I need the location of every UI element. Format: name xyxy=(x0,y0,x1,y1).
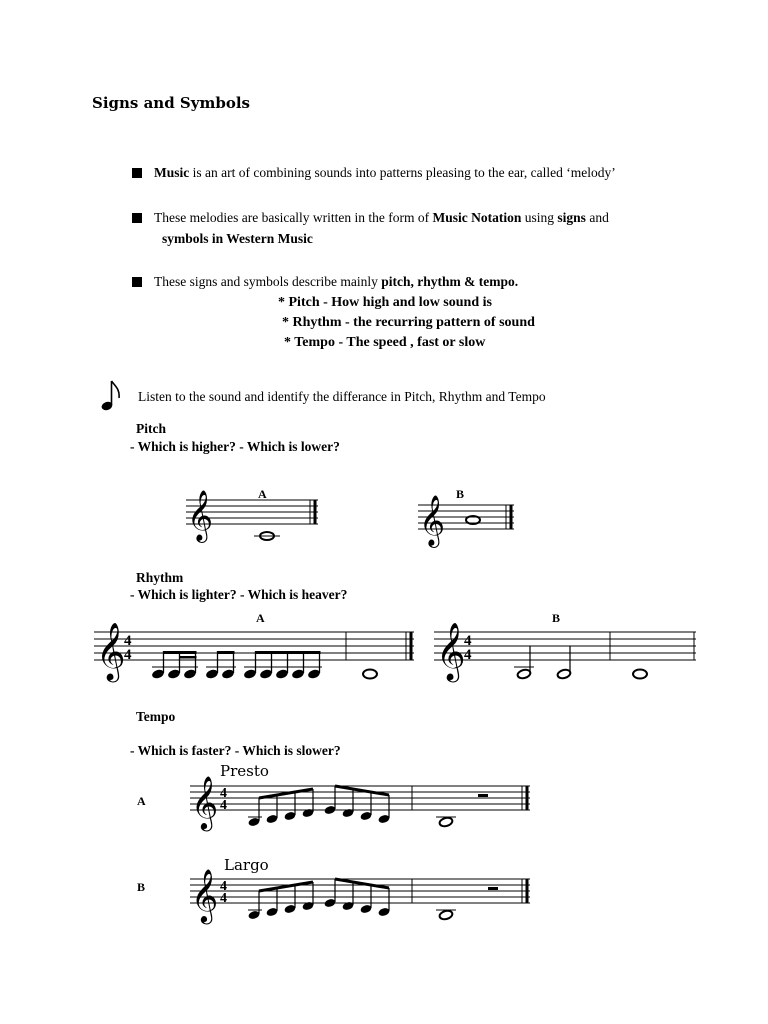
pitch-label-a: A xyxy=(258,487,267,501)
rhythm-staff-b xyxy=(434,622,698,682)
square-bullet-icon xyxy=(132,213,142,223)
half-note xyxy=(439,909,454,920)
svg-text:4: 4 xyxy=(464,647,472,663)
pitch-staff-a xyxy=(186,490,320,544)
rhythm-label-b: B xyxy=(552,611,561,625)
bullet-text-run: using xyxy=(521,210,558,225)
bullet-text-run: Music Notation xyxy=(432,210,522,225)
time-signature: 4 xyxy=(464,633,472,649)
bullet-text-run: These melodies are basically written in the form of xyxy=(154,210,433,225)
pitch-staff-b xyxy=(418,495,516,549)
bullet-text-run: is an art of combining sounds into patterns pleasing to the ear, called ‘melody’ xyxy=(189,165,616,180)
treble-clef-icon: 𝄞 xyxy=(191,868,219,922)
svg-text:4: 4 xyxy=(220,891,227,906)
bullet-text-run: signs xyxy=(557,210,586,225)
half-note xyxy=(517,668,532,679)
sub-item-rhythm: * Rhythm - the recurring pattern of sound xyxy=(282,315,535,330)
rhythm-question: - Which is lighter? - Which is heaver? xyxy=(130,587,348,602)
tempo-heading: Tempo xyxy=(136,709,176,724)
whole-note xyxy=(633,670,647,679)
sub-item-tempo: * Tempo - The speed , fast or slow xyxy=(284,335,486,350)
svg-text:4: 4 xyxy=(220,798,227,813)
treble-clef-icon: 𝄞 xyxy=(187,490,214,541)
rhythm-staff-a xyxy=(94,622,416,682)
rhythm-eighth-notes xyxy=(151,651,322,680)
half-rest xyxy=(478,794,488,797)
bullet-text-run: These signs and symbols describe mainly xyxy=(154,274,382,289)
page-title: Signs and Symbols xyxy=(92,94,250,112)
rhythm-heading: Rhythm xyxy=(136,570,184,585)
time-signature: 4 xyxy=(220,879,227,894)
pitch-label-b: B xyxy=(456,487,465,501)
treble-clef-icon: 𝄞 xyxy=(436,622,466,680)
bullet-text-run: and xyxy=(585,210,609,225)
tempo-marking-largo: Largo xyxy=(224,856,269,874)
tempo-label-b: B xyxy=(137,880,146,894)
tempo-marking-presto: Presto xyxy=(220,762,269,780)
time-signature: 4 xyxy=(220,786,227,801)
tempo-staff-a xyxy=(190,775,532,832)
time-signature: 4 xyxy=(124,633,132,649)
bullet-text-run: pitch, rhythm & tempo. xyxy=(381,274,519,289)
rhythm-label-a: A xyxy=(256,611,265,625)
bullet-2 xyxy=(154,210,609,226)
pitch-question: - Which is higher? - Which is lower? xyxy=(130,439,340,454)
pitch-heading: Pitch xyxy=(136,421,166,436)
tempo-label-a: A xyxy=(137,794,146,808)
half-note xyxy=(557,668,572,679)
svg-text:4: 4 xyxy=(124,647,132,663)
eighth-note-icon xyxy=(100,378,124,412)
bullet-3 xyxy=(154,274,518,290)
treble-clef-icon: 𝄞 xyxy=(191,775,219,829)
instruction-text: Listen to the sound and identify the differance in Pitch, Rhythm and Tempo xyxy=(138,389,546,404)
treble-clef-icon: 𝄞 xyxy=(96,622,126,680)
bullet-text-run: Music xyxy=(154,165,190,180)
sub-item-pitch: * Pitch - How high and low sound is xyxy=(278,295,492,310)
bullet-2-line2: symbols in Western Music xyxy=(162,231,313,246)
square-bullet-icon xyxy=(132,277,142,287)
tempo-staff-b xyxy=(190,868,532,925)
square-bullet-icon xyxy=(132,168,142,178)
half-note xyxy=(439,816,454,827)
tempo-question: - Which is faster? - Which is slower? xyxy=(130,743,341,758)
treble-clef-icon: 𝄞 xyxy=(419,495,446,546)
bullet-1 xyxy=(154,165,616,181)
half-rest xyxy=(488,887,498,890)
whole-note xyxy=(363,670,377,679)
